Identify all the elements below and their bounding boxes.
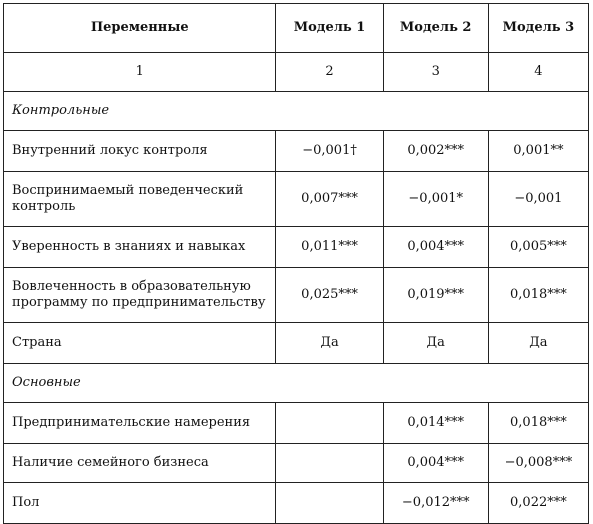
cell-model-3: 0,001** — [488, 131, 588, 172]
cell-model-2: −0,001* — [383, 172, 488, 227]
cell-model-1: −0,001† — [276, 131, 383, 172]
cell-model-1: 0,025*** — [276, 268, 383, 323]
cell-model-1 — [276, 403, 383, 444]
section-title-control: Контрольные — [4, 92, 589, 131]
header-model-1: Модель 1 — [276, 4, 383, 53]
table-row — [4, 323, 589, 364]
cell-model-3: −0,008*** — [488, 444, 588, 483]
row-label-perceived-control — [4, 172, 276, 227]
header-variables: Переменные — [4, 4, 276, 53]
cell-model-3: 0,018*** — [488, 268, 588, 323]
row-label-line: Воспринимаемый поведенческий — [12, 183, 244, 198]
cell-model-1: 0,007*** — [276, 172, 383, 227]
column-number-2: 2 — [276, 53, 383, 92]
row-label-internal-locus: Внутренний локус контроля — [4, 131, 276, 172]
section-row-control — [4, 92, 589, 131]
row-label-line: программу по предпринимательству — [12, 295, 266, 310]
cell-model-2: 0,004*** — [383, 444, 488, 483]
cell-model-2: 0,004*** — [383, 227, 488, 268]
cell-model-1: Да — [276, 323, 383, 364]
regression-results-table — [3, 3, 589, 524]
section-title-main: Основные — [4, 364, 589, 403]
table-row — [4, 268, 589, 323]
cell-model-3: 0,022*** — [488, 483, 588, 524]
cell-model-2: 0,002*** — [383, 131, 488, 172]
row-label-confidence: Уверенность в знаниях и навыках — [4, 227, 276, 268]
column-number-row — [4, 53, 589, 92]
column-number-1: 1 — [4, 53, 276, 92]
row-label-line: контроль — [12, 199, 76, 214]
cell-model-3: 0,018*** — [488, 403, 588, 444]
cell-model-2: 0,014*** — [383, 403, 488, 444]
table-row — [4, 403, 589, 444]
cell-model-3: 0,005*** — [488, 227, 588, 268]
cell-model-2: −0,012*** — [383, 483, 488, 524]
cell-model-1: 0,011*** — [276, 227, 383, 268]
row-label-country: Страна — [4, 323, 276, 364]
table-row — [4, 483, 589, 524]
row-label-line: Вовлеченность в образовательную — [12, 279, 251, 294]
header-model-2: Модель 2 — [383, 4, 488, 53]
cell-model-1 — [276, 444, 383, 483]
cell-model-3: Да — [488, 323, 588, 364]
table-row — [4, 131, 589, 172]
column-number-4: 4 — [488, 53, 588, 92]
table-row — [4, 444, 589, 483]
table-row — [4, 172, 589, 227]
row-label-intentions: Предпринимательские намерения — [4, 403, 276, 444]
row-label-gender: Пол — [4, 483, 276, 524]
cell-model-3: −0,001 — [488, 172, 588, 227]
cell-model-1 — [276, 483, 383, 524]
row-label-family-business: Наличие семейного бизнеса — [4, 444, 276, 483]
cell-model-2: 0,019*** — [383, 268, 488, 323]
cell-model-2: Да — [383, 323, 488, 364]
header-row — [4, 4, 589, 53]
table-row — [4, 227, 589, 268]
header-model-3: Модель 3 — [488, 4, 588, 53]
row-label-involvement — [4, 268, 276, 323]
section-row-main — [4, 364, 589, 403]
column-number-3: 3 — [383, 53, 488, 92]
